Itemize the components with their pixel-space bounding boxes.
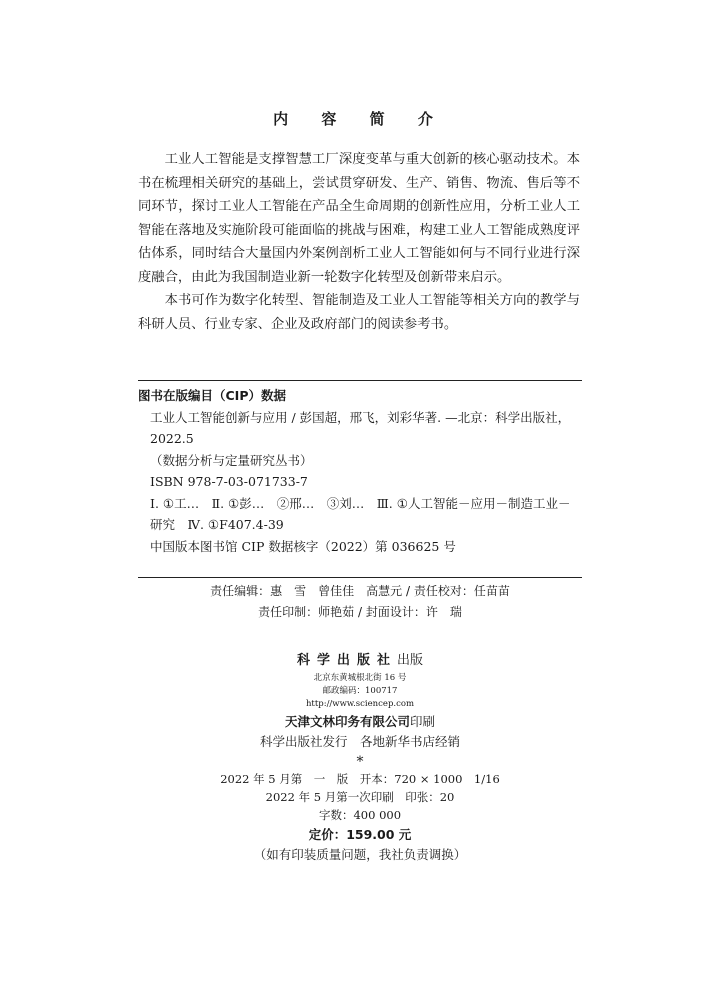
cip-top-divider	[138, 380, 582, 381]
cip-title: 图书在版编目（CIP）数据	[138, 388, 286, 403]
printer-suffix: 印刷	[410, 714, 436, 729]
page-title: 内 容 简 介	[273, 110, 447, 128]
credits-block	[0, 581, 720, 623]
publication-block	[0, 650, 720, 865]
printer-name: 天津文林印务有限公司	[284, 714, 410, 729]
quality-note: （如有印装质量问题，我社负责调换）	[253, 847, 467, 862]
publisher-name: 科学出版社	[296, 653, 397, 668]
publisher-website: http://www.sciencep.com	[305, 699, 415, 709]
publisher-suffix: 出版	[397, 653, 424, 668]
cip-book-info: 工业人工智能创新与应用 / 彭国超，邢飞，刘彩华著. —北京：科学出版社，2022.5	[150, 409, 571, 446]
distribution-line: 科学出版社发行 各地新华书店经销	[259, 734, 460, 749]
edition-line-1: 2022 年 5 月第 一 版 开本：720 × 1000 1/16	[220, 772, 500, 786]
publisher-line	[0, 650, 720, 672]
separator-star: *	[356, 754, 364, 770]
printer-line	[0, 711, 720, 732]
price: 定价：159.00 元	[308, 827, 412, 842]
cip-isbn: ISBN 978-7-03-071733-7	[150, 474, 308, 489]
publisher-postcode: 邮政编码：100717	[322, 686, 398, 696]
word-count: 字数：400 000	[318, 808, 402, 822]
publisher-address: 北京东黄城根北街 16 号	[313, 673, 407, 683]
cip-bottom-divider	[138, 577, 582, 578]
cip-block	[138, 385, 582, 557]
credits-editors: 责任编辑：惠 雪 曾佳佳 高慧元 / 责任校对：任苗苗	[210, 584, 510, 598]
intro-paragraph-2: 本书可作为数字化转型、智能制造及工业人工智能等相关方向的教学与科研人员、行业专家、企业及政府部门的阅读参考书。	[138, 293, 580, 332]
cip-verification: 中国版本图书馆 CIP 数据核字（2022）第 036625 号	[150, 538, 456, 554]
cip-series: （数据分析与定量研究丛书）	[150, 452, 313, 468]
edition-line-2: 2022 年 5 月第一次印刷 印张：20	[265, 790, 455, 804]
credits-production: 责任印制：师艳茹 / 封面设计：许 瑞	[258, 605, 462, 619]
intro-section	[138, 148, 580, 336]
intro-paragraph-1: 工业人工智能是支撑智慧工厂深度变革与重大创新的核心驱动技术。本书在梳理相关研究的基础上，尝试贯穿研发、生产、销售、物流、售后等不同环节，探讨工业人工智能在产品全生命周期的创新性应用，分析工业人工智能在落地及实施阶段可能面临的挑战与困难，构建工业人工智能成熟度评估体系，同时结合大量国内外案例剖析工业人工智能如何与不同行业进行深度融合，由此为我国制造业新一轮数字化转型及创新带来启示。	[138, 152, 580, 285]
cip-classification: Ⅰ. ①工… Ⅱ. ①彭… ②邢… ③刘… Ⅲ. ①人工智能－应用－制造工业－研究 Ⅳ. ①F407.4-39	[150, 495, 571, 532]
